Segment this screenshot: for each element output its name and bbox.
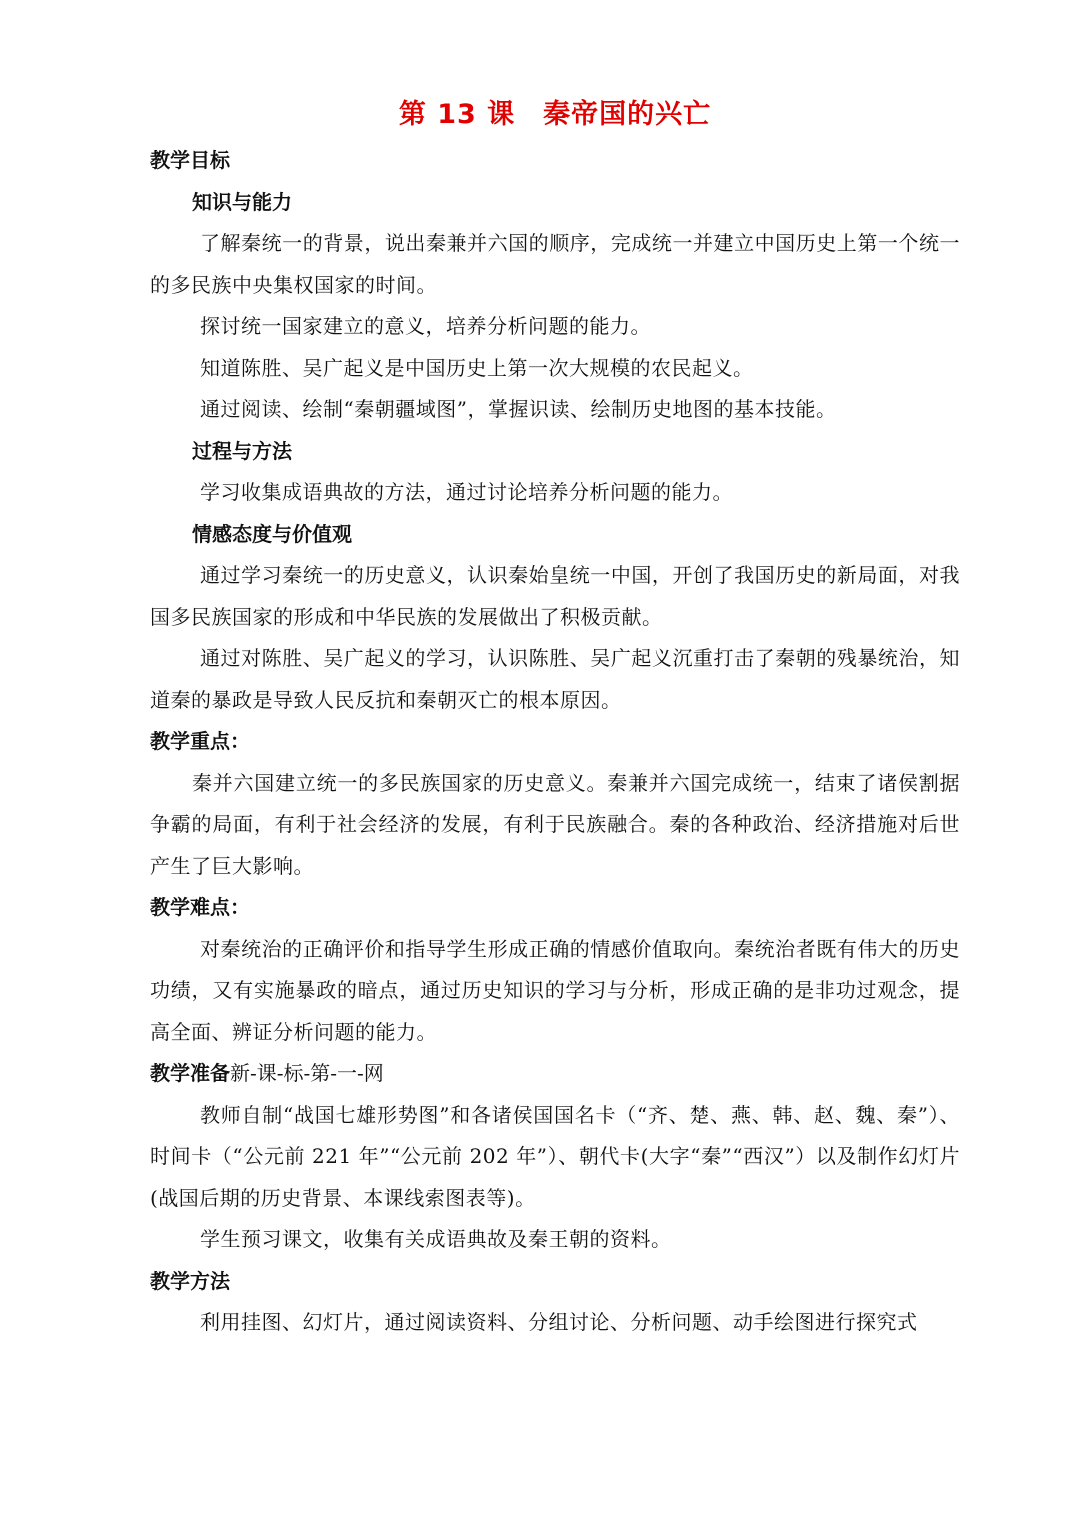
key-points-heading: 教学重点： xyxy=(150,729,250,753)
key-points-text: 秦并六国建立统一的多民族国家的历史意义。秦兼并六国完成统一，结束了诸侯割据争霸的局面，有利于社会经济的发展，有利于民族融合。秦的各种政治、经济措施对后世产生了巨大影响。 xyxy=(150,770,960,878)
method-heading: 教学方法 xyxy=(150,1268,230,1293)
preparation-note: 新-课-标-第-一-网 xyxy=(230,1061,384,1085)
knowledge-heading: 知识与能力 xyxy=(192,189,292,214)
difficulties-text: 对秦统治的正确评价和指导学生形成正确的情感价值取向。秦统治者既有伟大的历史功绩，又有实施暴政的暗点，通过历史知识的学习与分析，形成正确的是非功过观念，提高全面、辨证分析问题的能力。 xyxy=(150,936,960,1044)
preparation-item: 教师自制“战国七雄形势图”和各诸侯国国名卡（“齐、楚、燕、韩、赵、魏、秦”）、时间卡（“公元前 221 年”“公元前 202 年”）、朝代卡(大字“秦”“西汉”）以及制作幻灯片(战国后期的历史背景、本课线索图表等)。 xyxy=(150,1102,960,1210)
objectives-heading: 教学目标 xyxy=(150,148,230,172)
knowledge-item: 了解秦统一的背景，说出秦兼并六国的顺序，完成统一并建立中国历史上第一个统一的多民族中央集权国家的时间。 xyxy=(150,231,960,297)
process-heading: 过程与方法 xyxy=(192,438,292,463)
difficulties-heading: 教学难点： xyxy=(150,895,250,919)
values-item: 通过对陈胜、吴广起义的学习，认识陈胜、吴广起义沉重打击了秦朝的残暴统治，知道秦的暴政是导致人民反抗和秦朝灭亡的根本原因。 xyxy=(150,646,960,712)
knowledge-item: 通过阅读、绘制“秦朝疆域图”，掌握识读、绘制历史地图的基本技能。 xyxy=(200,397,837,421)
document-body xyxy=(150,140,960,1344)
preparation-heading-line xyxy=(150,1053,960,1095)
preparation-item: 学生预习课文，收集有关成语典故及秦王朝的资料。 xyxy=(200,1227,672,1251)
values-item: 通过学习秦统一的历史意义，认识秦始皇统一中国，开创了我国历史的新局面，对我国多民族国家的形成和中华民族的发展做出了积极贡献。 xyxy=(150,563,960,629)
process-item: 学习收集成语典故的方法，通过讨论培养分析问题的能力。 xyxy=(200,480,733,504)
method-text: 利用挂图、幻灯片，通过阅读资料、分组讨论、分析问题、动手绘图进行探究式 xyxy=(200,1310,918,1334)
knowledge-item: 知道陈胜、吴广起义是中国历史上第一次大规模的农民起义。 xyxy=(200,355,754,380)
values-heading: 情感态度与价值观 xyxy=(192,521,352,546)
knowledge-item: 探讨统一国家建立的意义，培养分析问题的能力。 xyxy=(200,314,651,338)
lesson-title: 第 13 课 秦帝国的兴亡 xyxy=(398,99,712,130)
preparation-heading: 教学准备 xyxy=(150,1061,230,1085)
